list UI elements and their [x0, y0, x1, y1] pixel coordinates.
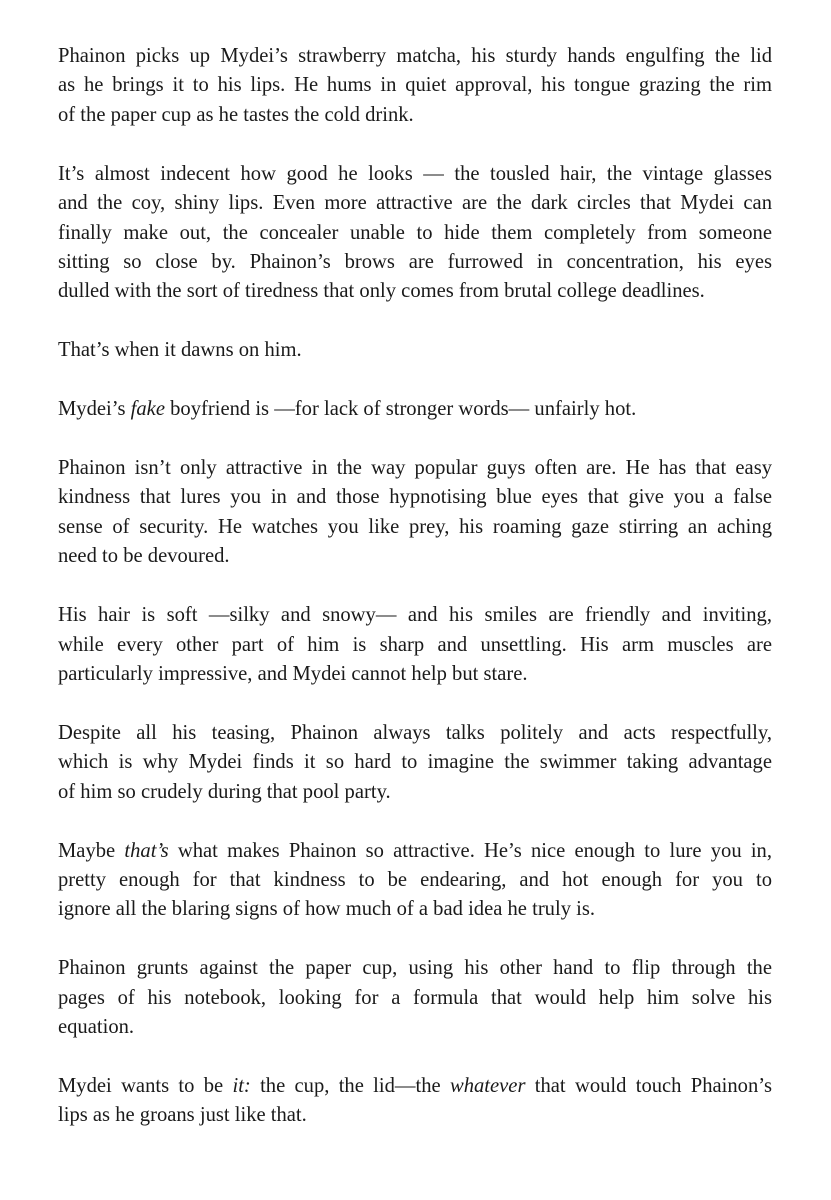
text-run: Maybe [58, 839, 125, 862]
paragraph [58, 601, 772, 689]
text-line [58, 42, 772, 71]
paragraph [58, 42, 772, 130]
text-run: Phainon picks up Mydei’s strawberry matcha, his sturdy hands engulfing the lid [58, 45, 772, 67]
paragraph [58, 395, 772, 424]
text-line [58, 101, 772, 130]
italic-text: it: [232, 1075, 251, 1098]
text-line [58, 542, 772, 571]
text-run: lips as he groans just like that. [58, 1104, 307, 1127]
text-run: That’s when it dawns on him. [58, 339, 302, 362]
text-run: dulled with the sort of tiredness that only comes from brutal college deadlines. [58, 280, 705, 303]
text-run: kindness that lures you in and those hypnotising blue eyes that give you a false [58, 486, 772, 509]
text-run: His hair is soft —silky and snowy— and his smiles are friendly and inviting, [58, 604, 772, 627]
paragraph [58, 336, 772, 365]
text-run: particularly impressive, and Mydei cannot help but stare. [58, 663, 528, 685]
text-line [58, 601, 772, 630]
text-line [58, 248, 772, 277]
text-run: the cup, the lid—the [250, 1075, 450, 1098]
text-line [58, 748, 772, 777]
text-line [58, 660, 772, 689]
text-run: sitting so close by. Phainon’s brows are furrowed in concentration, his eyes [58, 250, 772, 273]
text-run: finally make out, the concealer unable to hide them completely from someone [58, 221, 772, 244]
paragraph [58, 1072, 772, 1131]
text-line [58, 778, 772, 807]
text-run: Mydei wants to be [58, 1075, 233, 1098]
text-run: boyfriend is —for lack of stronger words— unfairly hot. [164, 398, 637, 421]
text-line [58, 1013, 772, 1042]
text-run: pages of his notebook, looking for a formula that would help him solve his [58, 986, 772, 1009]
text-line [58, 160, 772, 189]
text-line [58, 954, 772, 983]
paragraph [58, 454, 772, 572]
text-run: pretty enough for that kindness to be endearing, and hot enough for you to [58, 869, 772, 892]
text-run: of him so crudely during that pool party. [58, 780, 391, 803]
text-line [58, 483, 772, 512]
text-line [58, 219, 772, 248]
italic-text: whatever [449, 1075, 526, 1098]
paragraph [58, 837, 772, 925]
paragraph [58, 954, 772, 1042]
paragraph [58, 160, 772, 307]
text-line [58, 277, 772, 306]
text-run: sense of security. He watches you like prey, his roaming gaze stirring an aching [58, 515, 772, 538]
text-line [58, 395, 772, 424]
paragraph [58, 719, 772, 807]
document-page [58, 42, 772, 1131]
text-line [58, 454, 772, 483]
text-run: ignore all the blaring signs of how much of a bad idea he truly is. [58, 898, 596, 921]
text-run: of the paper cup as he tastes the cold drink. [58, 103, 414, 126]
text-run: that would touch Phainon’s [525, 1075, 773, 1098]
text-line [58, 513, 772, 542]
text-run: Despite all his teasing, Phainon always talks politely and acts respectfully, [58, 721, 772, 744]
text-run: while every other part of him is sharp and unsettling. His arm muscles are [58, 633, 772, 656]
text-line [58, 71, 772, 100]
text-run: Phainon isn’t only attractive in the way popular guys often are. He has that easy [58, 457, 772, 480]
text-run: which is why Mydei finds it so hard to imagine the swimmer taking advantage [58, 751, 772, 774]
text-run: what makes Phainon so attractive. He’s nice enough to lure you in, [168, 839, 772, 862]
italic-text: fake [130, 398, 165, 421]
text-line [58, 631, 772, 660]
text-line [58, 866, 772, 895]
text-run: need to be devoured. [58, 545, 230, 568]
text-run: Mydei’s [58, 398, 131, 421]
text-line [58, 336, 772, 365]
text-line [58, 837, 772, 866]
text-line [58, 1101, 772, 1130]
italic-text: that’s [124, 839, 169, 862]
text-run: and the coy, shiny lips. Even more attractive are the dark circles that Mydei can [58, 192, 772, 215]
text-line [58, 1072, 772, 1101]
text-line [58, 984, 772, 1013]
text-run: Phainon grunts against the paper cup, using his other hand to flip through the [58, 957, 772, 980]
text-run: It’s almost indecent how good he looks — the tousled hair, the vintage glasses [58, 162, 772, 185]
text-run: equation. [58, 1016, 135, 1039]
text-line [58, 719, 772, 748]
text-line [58, 189, 772, 218]
text-run: as he brings it to his lips. He hums in quiet approval, his tongue grazing the rim [58, 74, 772, 97]
text-line [58, 895, 772, 924]
